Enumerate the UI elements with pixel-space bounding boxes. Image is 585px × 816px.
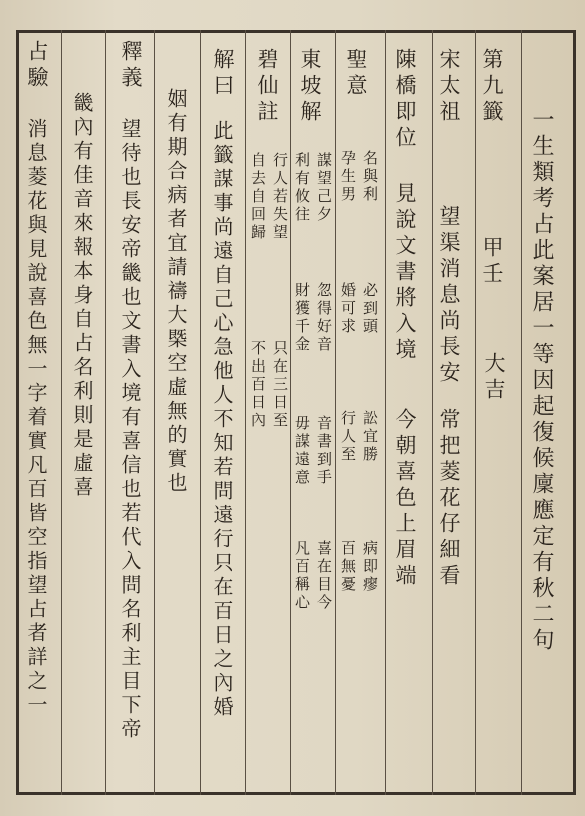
dongpo-text: 利有攸往 <box>293 152 311 224</box>
page-border <box>16 30 576 795</box>
shiyi-text: 望待也長安帝畿也文書入境有喜信也若代入問名利主目下帝 <box>118 118 142 742</box>
column-rule <box>475 30 476 795</box>
column-rule <box>432 30 433 795</box>
bixian-text: 自去自回歸 <box>249 152 267 242</box>
shengyi-text: 名與利 <box>361 150 379 204</box>
shengyi-text: 婚可求 <box>339 282 357 336</box>
column-rule <box>61 30 62 795</box>
poem-author-2: 陳橋即位 <box>393 48 417 152</box>
dongpo-label: 東坡解 <box>298 48 322 126</box>
dongpo-text: 忽得好音 <box>315 282 333 354</box>
poem-line-4: 今朝喜色上眉端 <box>393 408 417 590</box>
shengyi-text: 訟宜勝 <box>361 410 379 464</box>
bixian-text: 不出百日內 <box>249 340 267 430</box>
column-rule <box>200 30 201 795</box>
column-rule <box>290 30 291 795</box>
lot-number: 第九籤 <box>480 48 504 126</box>
bixian-text: 只在三日至 <box>271 340 289 430</box>
dongpo-text: 毋謀遠意 <box>293 415 311 487</box>
column-rule <box>245 30 246 795</box>
jieyue-label: 解曰 <box>211 48 235 100</box>
shengyi-text: 行人至 <box>339 410 357 464</box>
shengyi-label: 聖意 <box>344 48 368 100</box>
shiyi-text-2: 畿內有佳音來報本身自占名利則是虛喜 <box>70 92 94 500</box>
zhanyan-label: 占驗 <box>25 40 49 92</box>
shengyi-text: 百無憂 <box>339 540 357 594</box>
poem-author: 宋太祖 <box>437 48 461 126</box>
shengyi-text: 孕生男 <box>339 150 357 204</box>
column-rule <box>385 30 386 795</box>
poem-line-3: 見說文書將入境 <box>393 182 417 364</box>
bixian-label: 碧仙註 <box>255 48 279 126</box>
bixian-text: 行人若失望 <box>271 152 289 242</box>
shengyi-text: 病即瘳 <box>361 540 379 594</box>
poem-line-1: 望渠消息尚長安 <box>437 205 461 387</box>
column-rule <box>105 30 106 795</box>
poem-line-2: 常把菱花仔細看 <box>437 408 461 590</box>
jieyue-text-2: 姻有期合病者宜請禱大槩空虛無的實也 <box>164 88 188 496</box>
dongpo-text: 財獲千金 <box>293 282 311 354</box>
zhanyan-text: 消息菱花與見說喜色無一字着實凡百皆空指望占者詳之一 <box>24 118 48 718</box>
dongpo-text: 喜在目今 <box>315 540 333 612</box>
dongpo-text: 音書到手 <box>315 415 333 487</box>
shiyi-label: 釋義 <box>119 40 143 92</box>
jieyue-text: 此籤謀事尚遠自己心急他人不知若問遠行只在百日之內婚 <box>210 120 234 720</box>
lot-stem: 甲壬 <box>480 236 504 288</box>
header-note: 一生類考占此案居一等因起復候廩應定有秋二句 <box>529 108 554 654</box>
shengyi-text: 必到頭 <box>361 282 379 336</box>
column-rule <box>521 30 522 795</box>
dongpo-text: 謀望己夕 <box>315 152 333 224</box>
column-rule <box>335 30 336 795</box>
column-rule <box>154 30 155 795</box>
lot-grade: 大吉 <box>482 352 506 404</box>
dongpo-text: 凡百稱心 <box>293 540 311 612</box>
